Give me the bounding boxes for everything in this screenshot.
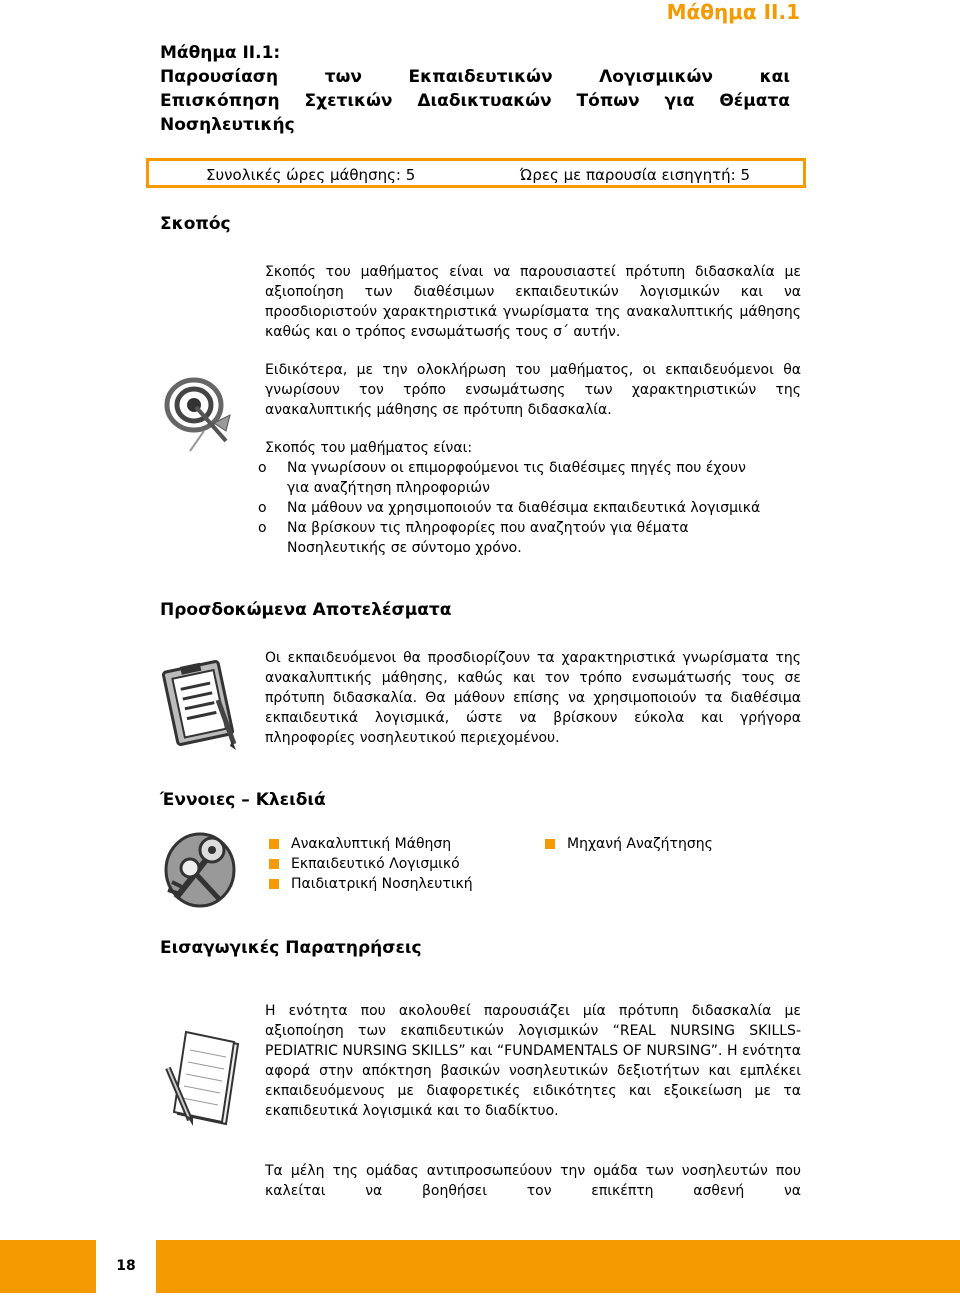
intro-text-2	[265, 1161, 801, 1201]
document-pen-icon	[160, 1030, 244, 1128]
aim-paragraph-3: Σκοπός του μαθήματος είναι:	[265, 440, 473, 456]
aim-text-3	[265, 438, 801, 458]
square-bullet-icon	[269, 839, 279, 849]
total-hours: Συνολικές ώρες μάθησης: 5	[206, 166, 416, 184]
square-bullet-icon	[545, 839, 555, 849]
concepts-col-2	[542, 834, 782, 854]
target-icon	[160, 375, 236, 455]
page-title	[160, 41, 790, 137]
square-bullet-icon	[269, 879, 279, 889]
intro-heading: Εισαγωγικές Παρατηρήσεις	[160, 938, 422, 958]
list-item: o Να μάθουν να χρησιμοποιούν τα διαθέσιμα εκπαιδευτικά λογισμικά	[258, 500, 761, 516]
outcomes-heading: Προσδοκώμενα Αποτελέσματα	[160, 600, 452, 620]
outcomes-paragraph: Οι εκπαιδευόμενοι θα προσδιορίζουν τα χαρακτηριστικά γνωρίσματα της ανακαλυπτικής μάθησης, καθώς και τον τρόπο ενσωμάτωσής τους σε πρότυπη διδασκαλία. Θα μάθουν επίσης να χρησιμοποιούν τα διαθέσιμα εκπαιδευτικά λογισμικά, ώστε να βρίσκουν εύκολα και γρήγορα πληροφορίες νοσηλευτικού περιεχομένου.	[265, 650, 801, 746]
clipboard-icon	[160, 660, 240, 752]
aim-bullets	[258, 458, 768, 558]
concepts-col-1	[266, 834, 526, 894]
bullet-mark: o	[258, 460, 267, 476]
lesson-tag: Μάθημα ΙΙ.1	[666, 0, 800, 24]
bullet-mark: o	[258, 520, 267, 536]
list-item: o Να γνωρίσουν οι επιμορφούμενοι τις διαθέσιμες πηγές που έχουν για αναζήτηση πληροφοριών	[258, 460, 746, 496]
aim-text-2	[265, 360, 801, 420]
aim-paragraph-1: Σκοπός του μαθήματος είναι να παρουσιαστεί πρότυπη διδασκαλία με αξιοποίηση των διαθέσιμων εκπαιδευτικών λογισμικών και να προσδιοριστούν χαρακτηριστικά γνωρίσματα της ανακαλυπτικής μάθησης καθώς και ο τρόπος ενσωμάτωσής τους σ΄ αυτήν.	[265, 264, 801, 340]
intro-paragraph-1: Η ενότητα που ακολουθεί παρουσιάζει μία πρότυπη διδασκαλία με αξιοποίηση των εκαπιδευτικών λογισμικών “REAL NURSING SKILLS-PEDIATRIC NURSING SKILLS” και “FUNDAMENTALS OF NURSING”. Η ενότητα αφορά στην απόκτηση βασικών νοσηλευτικών δεξιοτήτων και εμπλέκει εκπαιδευόμενους με διαφορετικές ειδικότητες και εξοικείωση με τα εκαπιδευτικά λογισμικά και το διαδίκτυο.	[265, 1003, 801, 1119]
square-bullet-icon	[269, 859, 279, 869]
aim-text	[265, 262, 801, 342]
page-number: 18	[96, 1240, 156, 1293]
list-item: Παιδιατρική Νοσηλευτική	[266, 874, 526, 894]
aim-heading: Σκοπός	[160, 214, 231, 234]
outcomes-text	[265, 648, 801, 748]
intro-text	[265, 1001, 801, 1121]
title-line-2: Παρουσίαση των Εκπαιδευτικών Λογισμικών και	[160, 67, 790, 87]
title-line-1: Μάθημα ΙΙ.1:	[160, 43, 281, 63]
title-line-3: Επισκόπηση Σχετικών Διαδικτυακών Τόπων για Θέματα	[160, 91, 790, 111]
list-item: Εκπαιδευτικό Λογισμικό	[266, 854, 526, 874]
hours-box	[146, 158, 806, 188]
concepts-heading: Έννοιες – Κλειδιά	[160, 790, 326, 810]
instructor-hours: Ώρες με παρουσία εισηγητή: 5	[520, 166, 751, 184]
title-line-4: Νοσηλευτικής	[160, 115, 295, 135]
aim-paragraph-2: Ειδικότερα, με την ολοκλήρωση του μαθήματος, οι εκπαιδευόμενοι θα γνωρίσουν τον τρόπο ενσωμάτωσης των χαρακτηριστικών της ανακαλυπτικής μάθησης σε πρότυπη διδασκαλία.	[265, 362, 801, 418]
intro-paragraph-2: Τα μέλη της ομάδας αντιπροσωπεύουν την ομάδα των νοσηλευτών που καλείται να βοηθήσει τον επικέπτη ασθενή να	[265, 1163, 801, 1199]
keys-icon	[160, 828, 240, 912]
bullet-mark: o	[258, 500, 267, 516]
list-item: Μηχανή Αναζήτησης	[542, 834, 782, 854]
list-item: Ανακαλυπτική Μάθηση	[266, 834, 526, 854]
list-item: o Να βρίσκουν τις πληροφορίες που αναζητούν για θέματα Νοσηλευτικής σε σύντομο χρόνο.	[258, 520, 689, 556]
